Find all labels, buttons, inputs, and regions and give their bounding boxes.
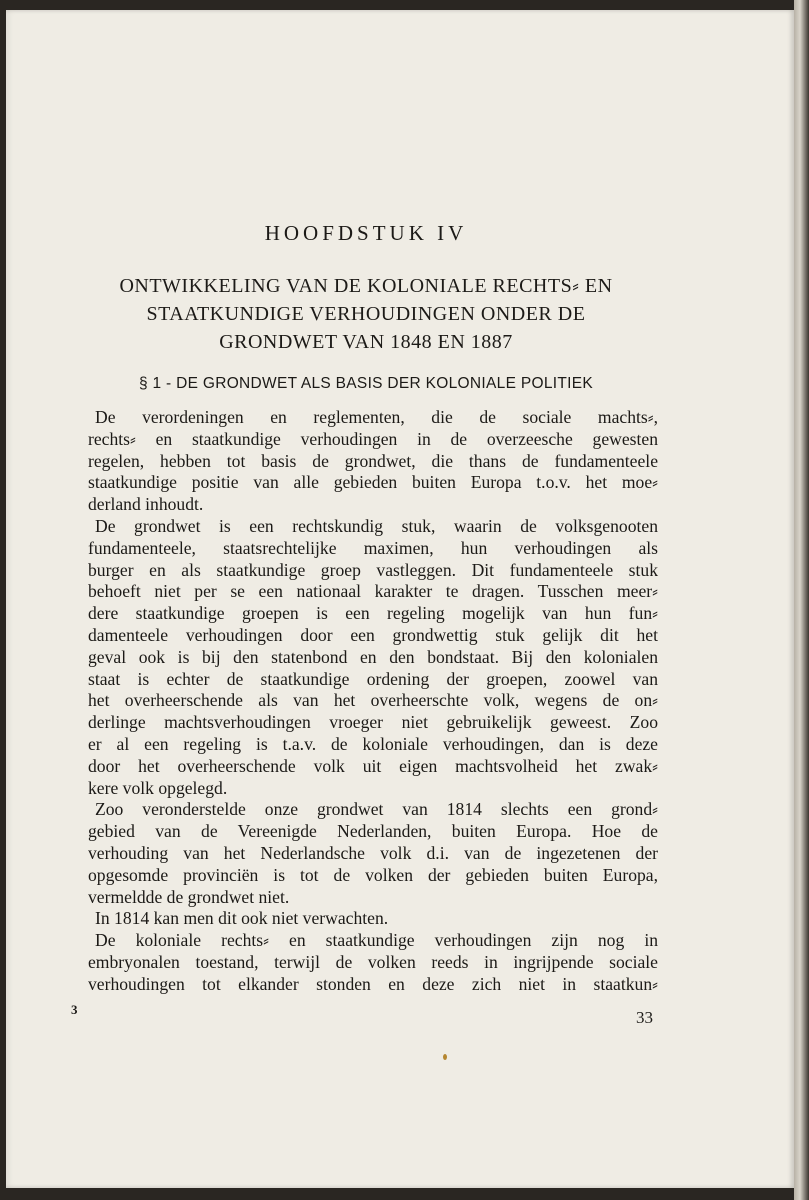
text-line: kere volk opgelegd. <box>88 777 228 798</box>
text-line: regelen, hebben tot basis de grondwet, die thans de fundamenteele <box>88 450 658 471</box>
text-line: geval ook is bij den statenbond en den bondstaat. Bij den kolonialen <box>88 646 658 667</box>
chapter-title <box>6 272 726 356</box>
text-line: door het overheerschende volk uit eigen machtsvolheid het zwak⸗ <box>88 755 658 776</box>
title-line: ONTWIKKELING VAN DE KOLONIALE RECHTS⸗ EN <box>119 275 613 297</box>
body-text <box>88 407 658 996</box>
page-edge <box>794 0 809 1200</box>
text-line: gebied van de Vereenigde Nederlanden, buiten Europa. Hoe de <box>88 821 658 842</box>
text-line: fundamenteele, staatsrechtelijke maximen, hun verhoudingen als <box>88 537 658 558</box>
text-line: staatkundige positie van alle gebieden buiten Europa t.o.v. het moe⸗ <box>88 472 658 493</box>
page-number: 33 <box>636 1008 653 1027</box>
paragraph <box>88 407 658 516</box>
text-line: In 1814 kan men dit ook niet verwachten. <box>95 908 389 929</box>
text-line: De verordeningen en reglementen, die de sociale machts⸗, <box>95 407 658 427</box>
text-line: vermeldde de grondwet niet. <box>88 886 290 907</box>
text-line: verhouding van het Nederlandsche volk d.i. van de ingezetenen der <box>88 842 658 863</box>
text-line: dere staatkundige groepen is een regeling mogelijk van hun fun⸗ <box>88 603 658 624</box>
text-line: derland inhoudt. <box>88 494 204 515</box>
text-line: rechts⸗ en staatkundige verhoudingen in de overzeesche gewesten <box>88 428 658 449</box>
text-line: derlinge machtsverhoudingen vroeger niet gebruikelijk geweest. Zoo <box>88 712 658 733</box>
text-line: er al een regeling is t.a.v. de koloniale verhoudingen, dan is deze <box>88 733 658 754</box>
text-line: behoeft niet per se een nationaal karakter te dragen. Tusschen meer⸗ <box>88 581 658 602</box>
ink-speck <box>443 1054 447 1060</box>
text-line: het overheerschende als van het overheerschte volk, wegens de on⸗ <box>88 690 658 711</box>
chapter-heading: HOOFDSTUK IV <box>264 221 468 245</box>
text-line: De koloniale rechts⸗ en staatkundige verhoudingen zijn nog in <box>95 930 658 951</box>
text-line: burger en als staatkundige groep vastleggen. Dit fundamenteele stuk <box>88 559 658 580</box>
paragraph <box>88 799 658 908</box>
paragraph <box>88 516 658 799</box>
paragraph <box>88 908 658 930</box>
title-line: GRONDWET VAN 1848 EN 1887 <box>219 331 513 353</box>
signature-mark: 3 <box>71 1002 78 1017</box>
text-line: staat is echter de staatkundige ordening der groepen, zoowel van <box>88 668 658 689</box>
text-line: verhoudingen tot elkander stonden en deze zich niet in staatkun⸗ <box>88 973 658 994</box>
text-line: embryonalen toestand, terwijl de volken reeds in ingrijpende sociale <box>88 951 658 972</box>
title-line: STAATKUNDIGE VERHOUDINGEN ONDER DE <box>146 303 586 325</box>
section-heading: § 1 - DE GRONDWET ALS BASIS DER KOLONIALE POLITIEK <box>138 375 593 392</box>
text-line: De grondwet is een rechtskundig stuk, waarin de volksgenooten <box>95 515 658 536</box>
text-line: opgesomde provinciën is tot de volken der gebieden buiten Europa, <box>88 864 658 885</box>
text-line: Zoo veronderstelde onze grondwet van 1814 slechts een grond⸗ <box>95 799 658 820</box>
book-page <box>6 10 794 1188</box>
text-line: damenteele verhoudingen door een grondwettig stuk gelijk dit het <box>88 624 658 645</box>
paragraph <box>88 930 658 995</box>
